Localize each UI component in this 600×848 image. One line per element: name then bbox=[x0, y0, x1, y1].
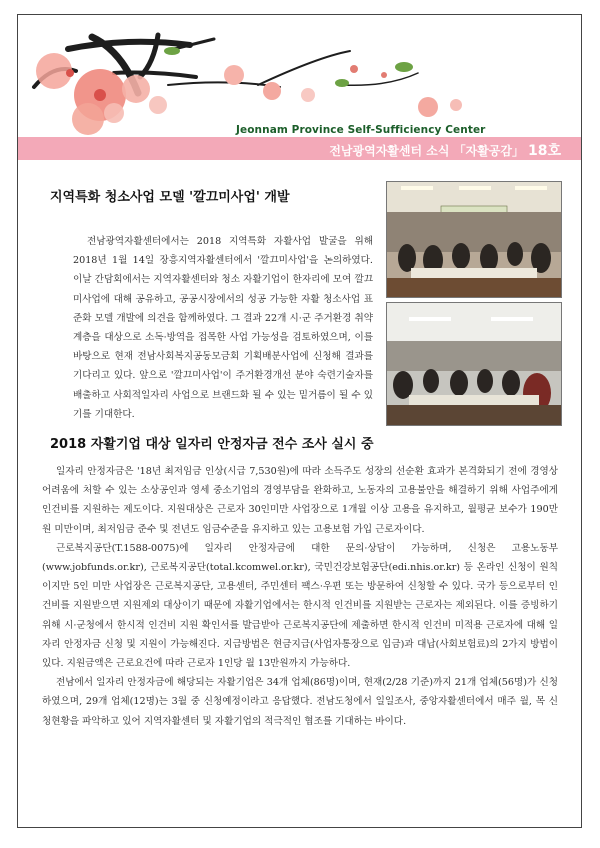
article2-title: 2018 자활기업 대상 일자리 안정자금 전수 조사 실시 중 bbox=[50, 437, 374, 452]
article2-paragraph-2: 근로복지공단(T.1588-0075)에 일자리 안정자금에 대한 문의·상담이 가능하며, 신청은 고용노동부(www.jobfunds.or.kr), 근로복지공단(total.kcomwel.or.kr), 국민건강보험공단(edi.nhis.or.kr) 등 온라인 신청이 원칙이지만 5인 미만 사업장은 근로복지공단, 고용센터, 주민센터 팩스·우편 또는 방문하여 신청할 수 있다. 국가 등으로부터 인건비를 지원받으면 지원제외 대상이기 때문에 자활기업에서는 한시적 인건비를 지원받는 근로자는 제외된다. 이를 증빙하기 위해 시·군청에서 한시적 인건비 지원 확인서를 발급받아 근로복지공단에 제출하면 한시적 인건비 미적용 근로자에 대해 일자리 안정자금 신청 및 지원이 가능해진다. 지급방법은 현금지급(사업자통장으로 입금)과 대납(사회보험료)의 2가지 방법이 있다. 지원금액은 근로요건에 따라 근로자 1인당 월 13만원까지 가능하다. bbox=[42, 542, 558, 670]
meeting-photo-top bbox=[386, 181, 562, 298]
article2-body bbox=[42, 462, 558, 731]
meeting-photo-bottom bbox=[386, 302, 562, 426]
newsletter-title-bar bbox=[18, 137, 581, 160]
issue-number: 18호 bbox=[527, 143, 561, 159]
article2-paragraph-1: 일자리 안정자금은 '18년 최저임금 인상(시급 7,530원)에 따라 소득주도 성장의 선순환 효과가 본격화되기 전에 경영상 어려움에 처할 수 있는 소상공인과 영세 중소기업의 경영부담을 완화하고, 노동자의 고용불안을 해결하기 위해 사업주에게 인건비를 지원하는 제도이다. 지원대상은 근로자 30인미만 사업장으로 1개월 이상 고용을 유지하고, 월평균 보수가 190만원 미만이며, 최저임금 준수 및 전년도 임금수준을 유지하고 있는 고용보험 가입 근로자이다. bbox=[42, 466, 558, 535]
newsletter-title: 전남광역자활센터 소식 「자활공감」 18호 bbox=[329, 143, 561, 159]
article2-paragraph-3: 전남에서 일자리 안정자금에 해당되는 자활기업은 34개 업체(86명)이며, 현재(2/28 기준)까지 21개 업체(56명)가 신청하였으며, 29개 업체(12명)는 3월 중 신청예정이라고 응답했다. 전남도청에서 일일조사, 중앙자활센터에서 매주 월, 목 신청현황을 파악하고 있어 지역자활센터 및 자활기업의 적극적인 협조를 기대하는 바이다. bbox=[42, 677, 558, 727]
plum-blossom-icon bbox=[36, 47, 462, 135]
article1-body: 전남광역자활센터에서는 2018 지역특화 자활사업 발굴을 위해 2018년 1월 14일 장흥지역자활센터에서 '깔끄미사업'을 논의하였다. 이날 간담회에서는 지역자활센터와 청소 자활기업이 한자리에 모여 깔끄미사업에 대해 공유하고, 공공시장에서의 성공 가능한 자활 청소사업 표준화 모델 개발에 의견을 함께하였다. 그 결과 22개 시·군 주거환경 취약계층을 대상으로 소독·방역을 접목한 사업 가능성을 검토하였으며, 이를 바탕으로 현재 전남사회복지공동모금회 기획배분사업에 신청해 결과를 기다리고 있다. 앞으로 '깔끄미사업'이 주거환경개선 분야 숙련기술자를 배출하고 사회적일자리 사업으로 브랜드화 될 수 있는 밑거름이 될 수 있기를 기대한다. bbox=[73, 236, 373, 420]
center-name-english: Jeonnam Province Self-Sufficiency Center bbox=[236, 124, 486, 136]
article1-title: 지역특화 청소사업 모델 '깔끄미사업' 개발 bbox=[50, 190, 290, 205]
